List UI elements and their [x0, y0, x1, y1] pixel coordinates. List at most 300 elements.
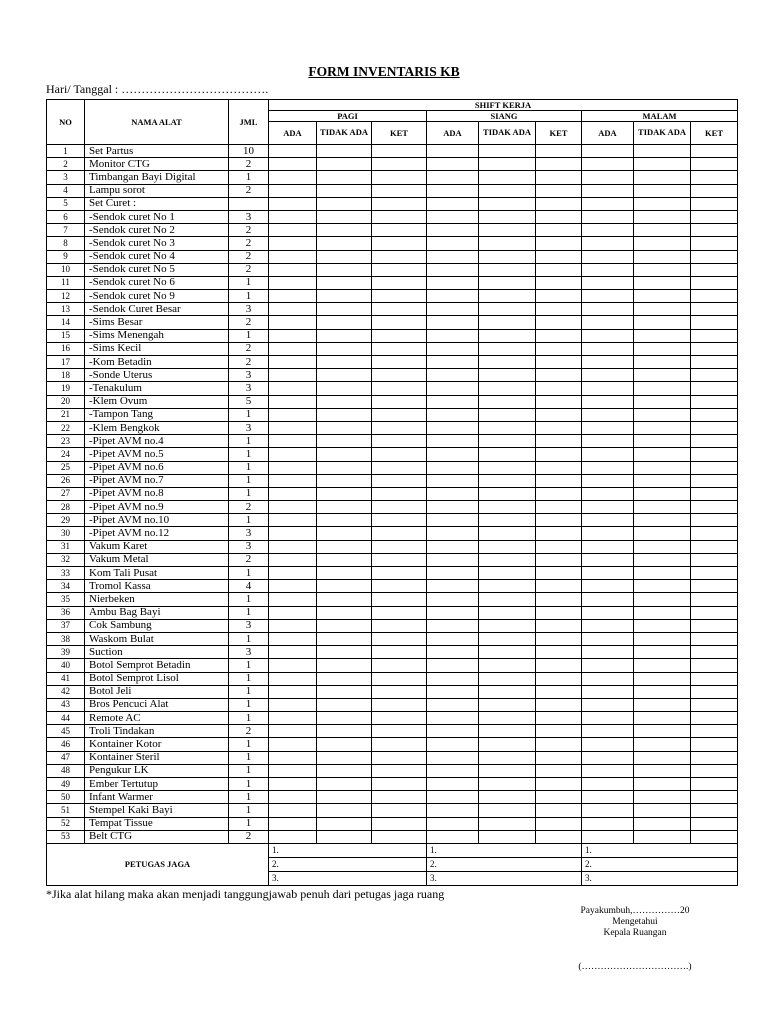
check-cell[interactable] [582, 448, 634, 461]
check-cell[interactable] [634, 804, 691, 817]
check-cell[interactable] [536, 145, 582, 158]
check-cell[interactable] [317, 804, 372, 817]
check-cell[interactable] [691, 237, 738, 250]
check-cell[interactable] [479, 342, 536, 355]
check-cell[interactable] [269, 791, 317, 804]
check-cell[interactable] [479, 764, 536, 777]
check-cell[interactable] [536, 672, 582, 685]
check-cell[interactable] [691, 672, 738, 685]
check-cell[interactable] [634, 224, 691, 237]
check-cell[interactable] [582, 791, 634, 804]
check-cell[interactable] [634, 606, 691, 619]
check-cell[interactable] [269, 369, 317, 382]
check-cell[interactable] [269, 619, 317, 632]
check-cell[interactable] [536, 435, 582, 448]
check-cell[interactable] [536, 712, 582, 725]
check-cell[interactable] [691, 725, 738, 738]
check-cell[interactable] [317, 593, 372, 606]
check-cell[interactable] [536, 224, 582, 237]
check-cell[interactable] [479, 316, 536, 329]
check-cell[interactable] [372, 158, 427, 171]
check-cell[interactable] [317, 184, 372, 197]
check-cell[interactable] [691, 290, 738, 303]
check-cell[interactable] [479, 435, 536, 448]
check-cell[interactable] [372, 224, 427, 237]
check-cell[interactable] [582, 171, 634, 184]
check-cell[interactable] [634, 197, 691, 210]
check-cell[interactable] [479, 672, 536, 685]
check-cell[interactable] [536, 290, 582, 303]
check-cell[interactable] [634, 342, 691, 355]
check-cell[interactable] [427, 580, 479, 593]
check-cell[interactable] [427, 448, 479, 461]
check-cell[interactable] [269, 514, 317, 527]
check-cell[interactable] [427, 712, 479, 725]
check-cell[interactable] [427, 171, 479, 184]
check-cell[interactable] [372, 751, 427, 764]
check-cell[interactable] [634, 369, 691, 382]
check-cell[interactable] [427, 369, 479, 382]
check-cell[interactable] [269, 197, 317, 210]
check-cell[interactable] [269, 237, 317, 250]
check-cell[interactable] [691, 461, 738, 474]
check-cell[interactable] [582, 276, 634, 289]
check-cell[interactable] [269, 474, 317, 487]
check-cell[interactable] [372, 593, 427, 606]
check-cell[interactable] [317, 224, 372, 237]
check-cell[interactable] [372, 461, 427, 474]
check-cell[interactable] [269, 395, 317, 408]
check-cell[interactable] [479, 184, 536, 197]
check-cell[interactable] [536, 540, 582, 553]
check-cell[interactable] [317, 435, 372, 448]
check-cell[interactable] [536, 619, 582, 632]
check-cell[interactable] [582, 514, 634, 527]
check-cell[interactable] [317, 210, 372, 223]
check-cell[interactable] [372, 514, 427, 527]
check-cell[interactable] [479, 632, 536, 645]
check-cell[interactable] [372, 672, 427, 685]
check-cell[interactable] [479, 791, 536, 804]
check-cell[interactable] [691, 250, 738, 263]
check-cell[interactable] [479, 606, 536, 619]
check-cell[interactable] [691, 527, 738, 540]
check-cell[interactable] [372, 421, 427, 434]
check-cell[interactable] [427, 540, 479, 553]
check-cell[interactable] [582, 421, 634, 434]
check-cell[interactable] [372, 646, 427, 659]
check-cell[interactable] [536, 329, 582, 342]
check-cell[interactable] [317, 764, 372, 777]
check-cell[interactable] [372, 527, 427, 540]
check-cell[interactable] [372, 804, 427, 817]
check-cell[interactable] [479, 421, 536, 434]
check-cell[interactable] [691, 646, 738, 659]
check-cell[interactable] [634, 421, 691, 434]
check-cell[interactable] [536, 791, 582, 804]
check-cell[interactable] [427, 276, 479, 289]
check-cell[interactable] [317, 632, 372, 645]
check-cell[interactable] [317, 553, 372, 566]
check-cell[interactable] [691, 606, 738, 619]
check-cell[interactable] [582, 184, 634, 197]
check-cell[interactable] [691, 659, 738, 672]
check-cell[interactable] [634, 738, 691, 751]
check-cell[interactable] [536, 263, 582, 276]
check-cell[interactable] [634, 751, 691, 764]
check-cell[interactable] [317, 712, 372, 725]
check-cell[interactable] [427, 263, 479, 276]
check-cell[interactable] [536, 567, 582, 580]
check-cell[interactable] [691, 369, 738, 382]
check-cell[interactable] [479, 197, 536, 210]
check-cell[interactable] [269, 224, 317, 237]
check-cell[interactable] [691, 197, 738, 210]
check-cell[interactable] [634, 672, 691, 685]
check-cell[interactable] [317, 659, 372, 672]
check-cell[interactable] [372, 764, 427, 777]
check-cell[interactable] [269, 290, 317, 303]
check-cell[interactable] [691, 145, 738, 158]
check-cell[interactable] [691, 329, 738, 342]
check-cell[interactable] [372, 145, 427, 158]
check-cell[interactable] [582, 540, 634, 553]
check-cell[interactable] [427, 224, 479, 237]
check-cell[interactable] [479, 356, 536, 369]
check-cell[interactable] [479, 329, 536, 342]
check-cell[interactable] [634, 158, 691, 171]
check-cell[interactable] [269, 356, 317, 369]
check-cell[interactable] [317, 580, 372, 593]
check-cell[interactable] [317, 527, 372, 540]
check-cell[interactable] [269, 342, 317, 355]
check-cell[interactable] [691, 804, 738, 817]
check-cell[interactable] [634, 791, 691, 804]
check-cell[interactable] [536, 395, 582, 408]
check-cell[interactable] [269, 316, 317, 329]
check-cell[interactable] [479, 646, 536, 659]
check-cell[interactable] [691, 435, 738, 448]
check-cell[interactable] [582, 290, 634, 303]
check-cell[interactable] [479, 290, 536, 303]
check-cell[interactable] [536, 421, 582, 434]
check-cell[interactable] [634, 210, 691, 223]
check-cell[interactable] [427, 764, 479, 777]
check-cell[interactable] [634, 395, 691, 408]
check-cell[interactable] [691, 764, 738, 777]
check-cell[interactable] [634, 553, 691, 566]
check-cell[interactable] [372, 303, 427, 316]
check-cell[interactable] [479, 369, 536, 382]
check-cell[interactable] [427, 356, 479, 369]
check-cell[interactable] [427, 606, 479, 619]
check-cell[interactable] [536, 487, 582, 500]
petugas-name-field[interactable]: 3. [269, 871, 427, 885]
check-cell[interactable] [536, 527, 582, 540]
check-cell[interactable] [691, 184, 738, 197]
check-cell[interactable] [634, 329, 691, 342]
check-cell[interactable] [479, 276, 536, 289]
check-cell[interactable] [536, 250, 582, 263]
check-cell[interactable] [634, 580, 691, 593]
check-cell[interactable] [536, 303, 582, 316]
check-cell[interactable] [479, 540, 536, 553]
check-cell[interactable] [536, 606, 582, 619]
check-cell[interactable] [372, 725, 427, 738]
check-cell[interactable] [691, 778, 738, 791]
check-cell[interactable] [582, 738, 634, 751]
check-cell[interactable] [427, 184, 479, 197]
check-cell[interactable] [269, 659, 317, 672]
check-cell[interactable] [536, 184, 582, 197]
check-cell[interactable] [691, 382, 738, 395]
check-cell[interactable] [582, 263, 634, 276]
petugas-name-field[interactable]: 1. [269, 843, 427, 857]
petugas-name-field[interactable]: 1. [582, 843, 738, 857]
check-cell[interactable] [536, 501, 582, 514]
check-cell[interactable] [536, 751, 582, 764]
check-cell[interactable] [269, 804, 317, 817]
check-cell[interactable] [691, 421, 738, 434]
check-cell[interactable] [634, 632, 691, 645]
check-cell[interactable] [269, 329, 317, 342]
check-cell[interactable] [269, 567, 317, 580]
check-cell[interactable] [317, 487, 372, 500]
check-cell[interactable] [317, 395, 372, 408]
check-cell[interactable] [427, 672, 479, 685]
check-cell[interactable] [691, 553, 738, 566]
check-cell[interactable] [479, 237, 536, 250]
check-cell[interactable] [582, 501, 634, 514]
check-cell[interactable] [479, 474, 536, 487]
check-cell[interactable] [536, 276, 582, 289]
check-cell[interactable] [634, 685, 691, 698]
petugas-name-field[interactable]: 1. [427, 843, 582, 857]
check-cell[interactable] [634, 408, 691, 421]
check-cell[interactable] [536, 316, 582, 329]
check-cell[interactable] [269, 738, 317, 751]
check-cell[interactable] [691, 567, 738, 580]
check-cell[interactable] [691, 738, 738, 751]
check-cell[interactable] [372, 290, 427, 303]
check-cell[interactable] [427, 553, 479, 566]
check-cell[interactable] [372, 712, 427, 725]
check-cell[interactable] [582, 659, 634, 672]
check-cell[interactable] [582, 461, 634, 474]
check-cell[interactable] [317, 461, 372, 474]
check-cell[interactable] [536, 382, 582, 395]
check-cell[interactable] [427, 514, 479, 527]
check-cell[interactable] [427, 632, 479, 645]
check-cell[interactable] [317, 448, 372, 461]
check-cell[interactable] [536, 448, 582, 461]
check-cell[interactable] [479, 263, 536, 276]
check-cell[interactable] [634, 712, 691, 725]
check-cell[interactable] [317, 817, 372, 830]
check-cell[interactable] [269, 250, 317, 263]
check-cell[interactable] [634, 764, 691, 777]
check-cell[interactable] [269, 408, 317, 421]
check-cell[interactable] [317, 830, 372, 843]
check-cell[interactable] [582, 145, 634, 158]
check-cell[interactable] [372, 567, 427, 580]
check-cell[interactable] [479, 619, 536, 632]
check-cell[interactable] [536, 553, 582, 566]
check-cell[interactable] [691, 501, 738, 514]
check-cell[interactable] [691, 712, 738, 725]
check-cell[interactable] [634, 303, 691, 316]
check-cell[interactable] [269, 171, 317, 184]
check-cell[interactable] [427, 738, 479, 751]
check-cell[interactable] [634, 514, 691, 527]
check-cell[interactable] [479, 567, 536, 580]
check-cell[interactable] [372, 435, 427, 448]
check-cell[interactable] [269, 421, 317, 434]
check-cell[interactable] [427, 474, 479, 487]
check-cell[interactable] [427, 725, 479, 738]
check-cell[interactable] [372, 329, 427, 342]
check-cell[interactable] [427, 659, 479, 672]
check-cell[interactable] [582, 580, 634, 593]
check-cell[interactable] [479, 738, 536, 751]
check-cell[interactable] [634, 698, 691, 711]
check-cell[interactable] [269, 158, 317, 171]
check-cell[interactable] [317, 421, 372, 434]
check-cell[interactable] [536, 764, 582, 777]
check-cell[interactable] [536, 646, 582, 659]
check-cell[interactable] [691, 158, 738, 171]
check-cell[interactable] [536, 461, 582, 474]
check-cell[interactable] [582, 567, 634, 580]
check-cell[interactable] [372, 606, 427, 619]
check-cell[interactable] [479, 171, 536, 184]
check-cell[interactable] [479, 395, 536, 408]
check-cell[interactable] [427, 395, 479, 408]
check-cell[interactable] [691, 593, 738, 606]
check-cell[interactable] [269, 778, 317, 791]
check-cell[interactable] [427, 290, 479, 303]
check-cell[interactable] [427, 316, 479, 329]
check-cell[interactable] [317, 738, 372, 751]
check-cell[interactable] [582, 619, 634, 632]
check-cell[interactable] [269, 527, 317, 540]
check-cell[interactable] [269, 606, 317, 619]
check-cell[interactable] [536, 514, 582, 527]
check-cell[interactable] [691, 171, 738, 184]
check-cell[interactable] [269, 382, 317, 395]
check-cell[interactable] [269, 593, 317, 606]
check-cell[interactable] [372, 778, 427, 791]
check-cell[interactable] [634, 145, 691, 158]
check-cell[interactable] [479, 501, 536, 514]
check-cell[interactable] [691, 685, 738, 698]
check-cell[interactable] [372, 342, 427, 355]
check-cell[interactable] [317, 606, 372, 619]
check-cell[interactable] [479, 303, 536, 316]
check-cell[interactable] [536, 474, 582, 487]
check-cell[interactable] [536, 197, 582, 210]
check-cell[interactable] [536, 171, 582, 184]
check-cell[interactable] [317, 685, 372, 698]
check-cell[interactable] [427, 197, 479, 210]
check-cell[interactable] [372, 369, 427, 382]
check-cell[interactable] [372, 487, 427, 500]
check-cell[interactable] [634, 356, 691, 369]
check-cell[interactable] [427, 646, 479, 659]
check-cell[interactable] [269, 435, 317, 448]
check-cell[interactable] [582, 593, 634, 606]
check-cell[interactable] [691, 751, 738, 764]
check-cell[interactable] [317, 145, 372, 158]
check-cell[interactable] [427, 237, 479, 250]
check-cell[interactable] [372, 197, 427, 210]
check-cell[interactable] [317, 540, 372, 553]
check-cell[interactable] [479, 751, 536, 764]
check-cell[interactable] [582, 712, 634, 725]
check-cell[interactable] [691, 698, 738, 711]
check-cell[interactable] [634, 725, 691, 738]
check-cell[interactable] [536, 237, 582, 250]
petugas-name-field[interactable]: 2. [269, 857, 427, 871]
check-cell[interactable] [536, 593, 582, 606]
check-cell[interactable] [634, 527, 691, 540]
check-cell[interactable] [582, 408, 634, 421]
check-cell[interactable] [372, 685, 427, 698]
check-cell[interactable] [427, 804, 479, 817]
check-cell[interactable] [372, 698, 427, 711]
check-cell[interactable] [479, 514, 536, 527]
check-cell[interactable] [427, 527, 479, 540]
check-cell[interactable] [582, 817, 634, 830]
check-cell[interactable] [536, 408, 582, 421]
check-cell[interactable] [269, 448, 317, 461]
check-cell[interactable] [691, 210, 738, 223]
check-cell[interactable] [269, 540, 317, 553]
check-cell[interactable] [317, 619, 372, 632]
check-cell[interactable] [479, 804, 536, 817]
check-cell[interactable] [536, 632, 582, 645]
check-cell[interactable] [372, 316, 427, 329]
check-cell[interactable] [372, 817, 427, 830]
check-cell[interactable] [269, 263, 317, 276]
check-cell[interactable] [317, 237, 372, 250]
check-cell[interactable] [372, 382, 427, 395]
check-cell[interactable] [372, 738, 427, 751]
check-cell[interactable] [634, 184, 691, 197]
check-cell[interactable] [536, 725, 582, 738]
check-cell[interactable] [691, 487, 738, 500]
check-cell[interactable] [317, 778, 372, 791]
petugas-name-field[interactable]: 3. [582, 871, 738, 885]
check-cell[interactable] [479, 685, 536, 698]
check-cell[interactable] [372, 632, 427, 645]
check-cell[interactable] [582, 698, 634, 711]
check-cell[interactable] [479, 553, 536, 566]
check-cell[interactable] [269, 712, 317, 725]
check-cell[interactable] [317, 369, 372, 382]
check-cell[interactable] [479, 830, 536, 843]
check-cell[interactable] [536, 659, 582, 672]
check-cell[interactable] [634, 593, 691, 606]
check-cell[interactable] [479, 593, 536, 606]
check-cell[interactable] [427, 210, 479, 223]
check-cell[interactable] [691, 303, 738, 316]
check-cell[interactable] [317, 751, 372, 764]
check-cell[interactable] [479, 382, 536, 395]
check-cell[interactable] [634, 171, 691, 184]
check-cell[interactable] [317, 501, 372, 514]
check-cell[interactable] [427, 501, 479, 514]
